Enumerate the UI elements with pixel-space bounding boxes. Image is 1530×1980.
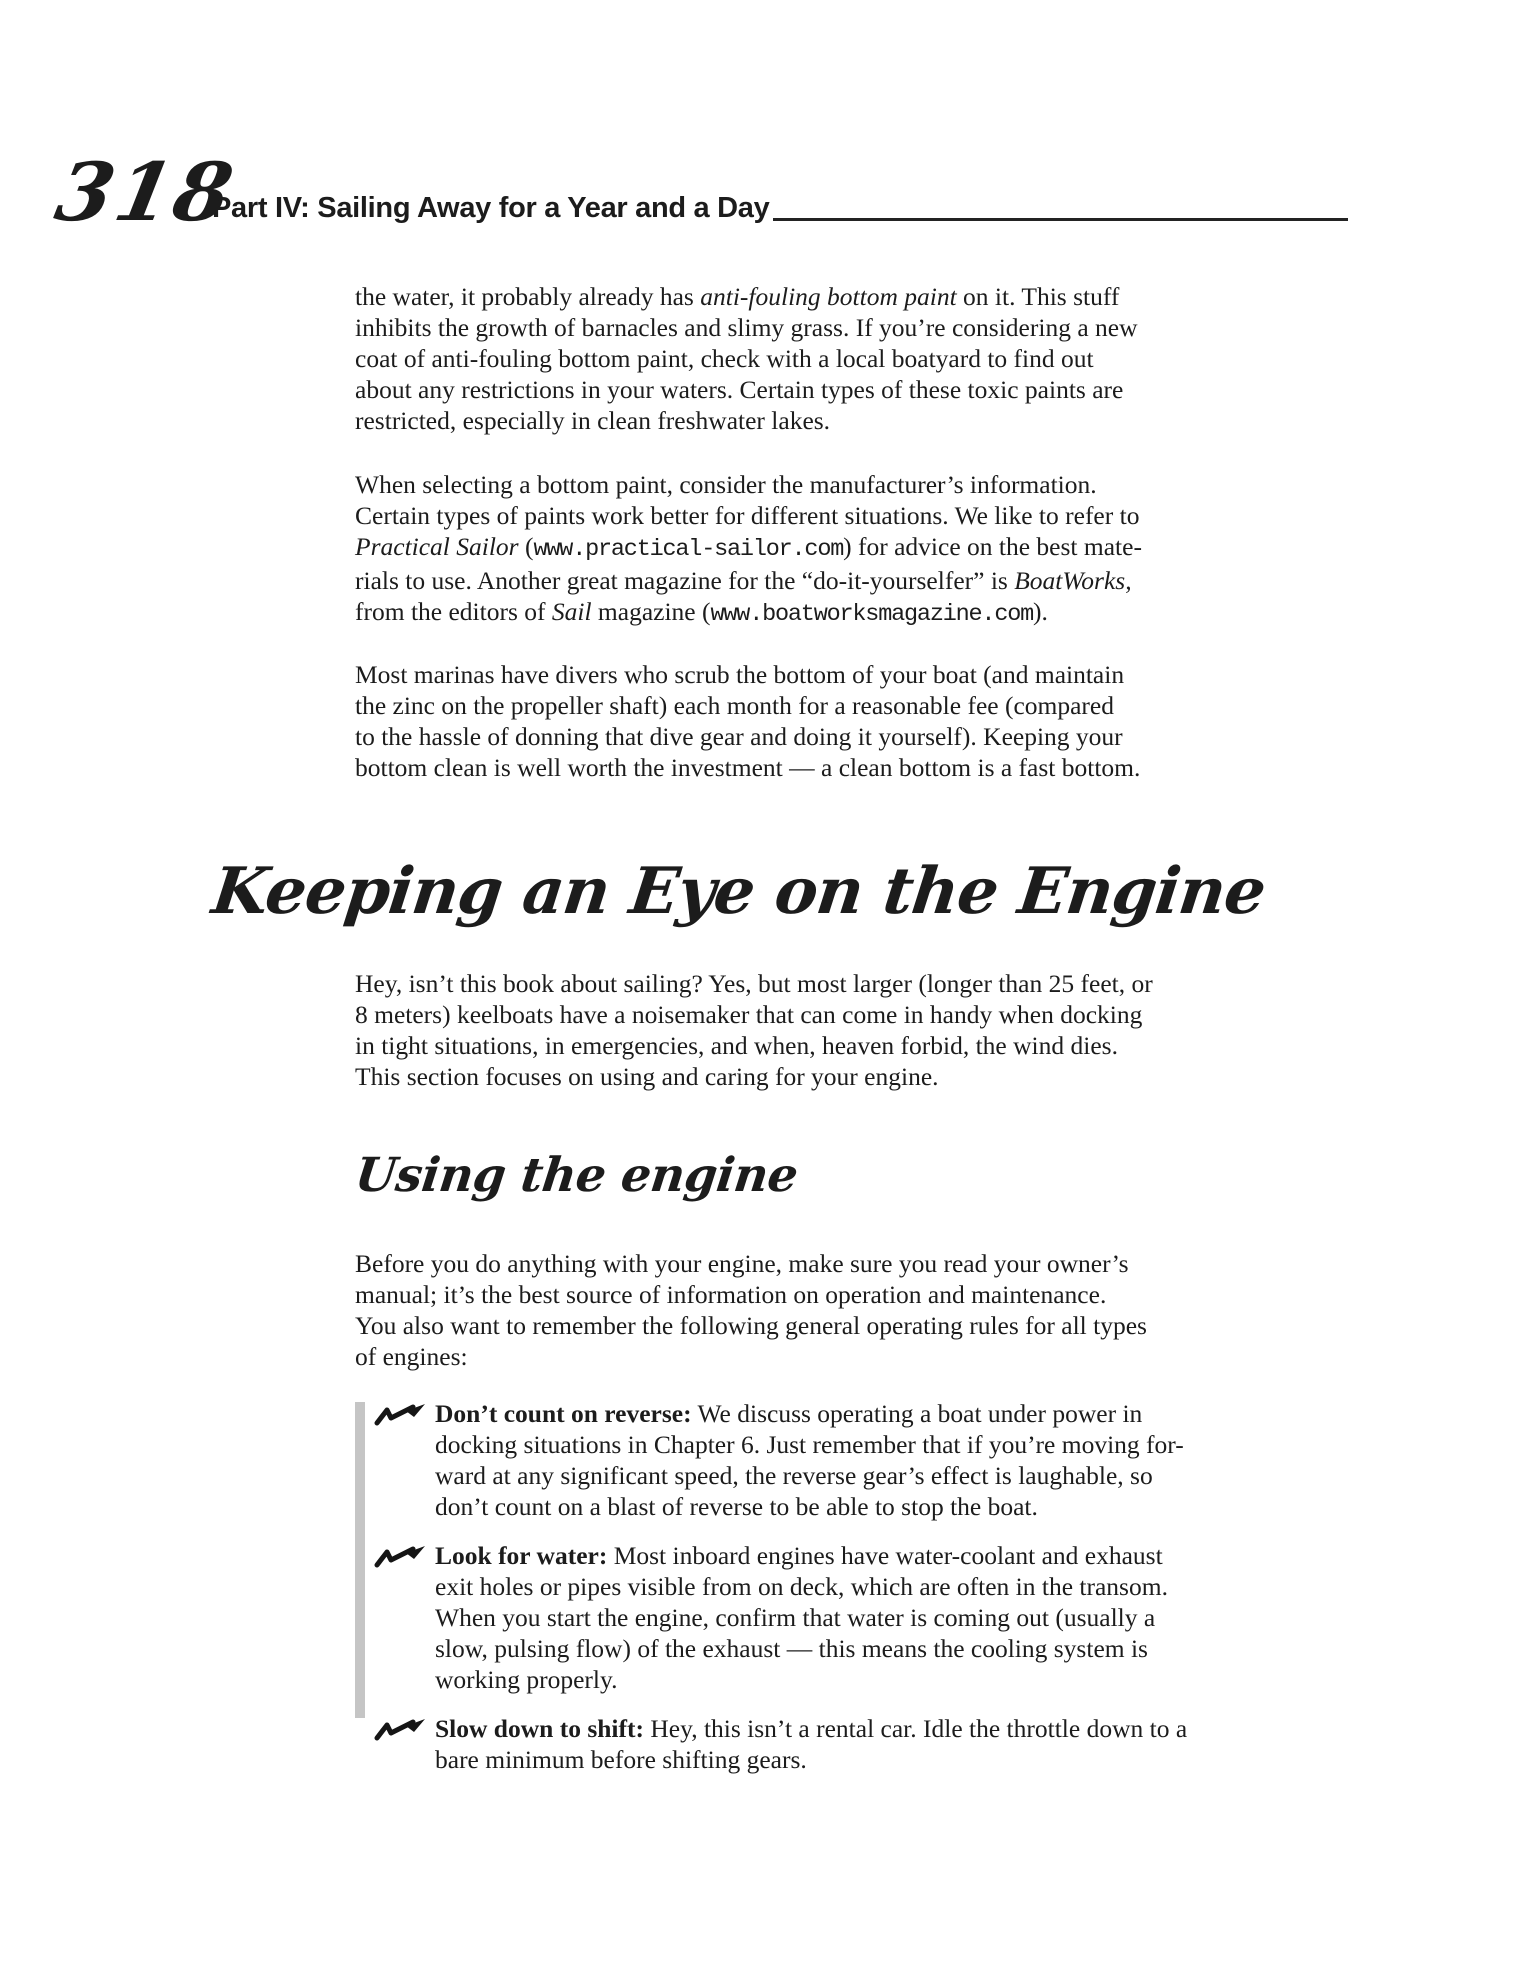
running-head <box>212 190 1350 226</box>
paragraph-paint-selection: When selecting a bottom paint, consider the manufacturer’s information. Certain types of paints work better for different situations. We like to refer to Practical Sailor (www.practical-sailor.com) for advice on the best mate- rials to use. Another great magazine for the “do-it-yourselfer” is BoatWorks, from the editors of Sail magazine (www.boatworksmagazine.com). <box>355 470 1142 628</box>
bullet-list <box>355 1398 1355 1793</box>
bullet-item-water <box>355 1540 1355 1695</box>
check-arrow-icon <box>373 1402 427 1426</box>
bullet-item-text: Don’t count on reverse: We discuss operating a boat under power in docking situations in Chapter 6. Just remember that if you’re moving for- ward at any significant speed, the reverse gear’s effect is laughable, so don’t count on a blast of reverse to be able to stop the boat. <box>435 1399 1184 1521</box>
paragraph-divers: Most marinas have divers who scrub the bottom of your boat (and maintain the zinc on the propeller shaft) each month for a reasonable fee (compared to the hassle of donning that dive gear and doing it yourself). Keeping your bottom clean is well worth the investment — a clean bottom is a fast bottom. <box>355 660 1141 782</box>
check-arrow-icon <box>373 1544 427 1568</box>
section-heading-engine: Keeping an Eye on the Engine <box>208 854 1270 929</box>
paragraph-engine-intro: Hey, isn’t this book about sailing? Yes, but most larger (longer than 25 feet, or 8 meters) keelboats have a noisemaker that can come in handy when docking in tight situations, in emergencies, and when, heaven forbid, the wind dies. This section focuses on using and caring for your engine. <box>355 969 1153 1091</box>
folio-page-number: 318 <box>48 145 243 239</box>
check-arrow-icon <box>373 1717 427 1741</box>
paragraph-bottom-paint: the water, it probably already has anti-fouling bottom paint on it. This stuff inhibits the growth of barnacles and slimy grass. If you’re considering a new coat of anti-fouling bottom paint, check with a local boatyard to find out about any restrictions in your waters. Certain types of these toxic paints are restricted, especially in clean freshwater lakes. <box>355 282 1138 435</box>
bullet-item-text: Slow down to shift: Hey, this isn’t a rental car. Idle the throttle down to a bare minimum before shifting gears. <box>435 1714 1188 1774</box>
bullet-item-shift <box>355 1713 1355 1775</box>
paragraph-engine-manual: Before you do anything with your engine, make sure you read your owner’s manual; it’s the best source of information on operation and maintenance. You also want to remember the following general operating rules for all types of engines: <box>355 1249 1147 1371</box>
running-head-title: Part IV: Sailing Away for a Year and a Day <box>212 192 770 224</box>
running-head-rule <box>773 218 1348 221</box>
bullet-item-reverse <box>355 1398 1355 1522</box>
bullet-item-text: Look for water: Most inboard engines have water-coolant and exhaust exit holes or pipes visible from on deck, which are often in the transom. When you start the engine, confirm that water is coming out (usually a slow, pulsing flow) of the exhaust — this means the cooling system is working properly. <box>435 1541 1168 1694</box>
subsection-heading-using-engine: Using the engine <box>352 1148 801 1203</box>
